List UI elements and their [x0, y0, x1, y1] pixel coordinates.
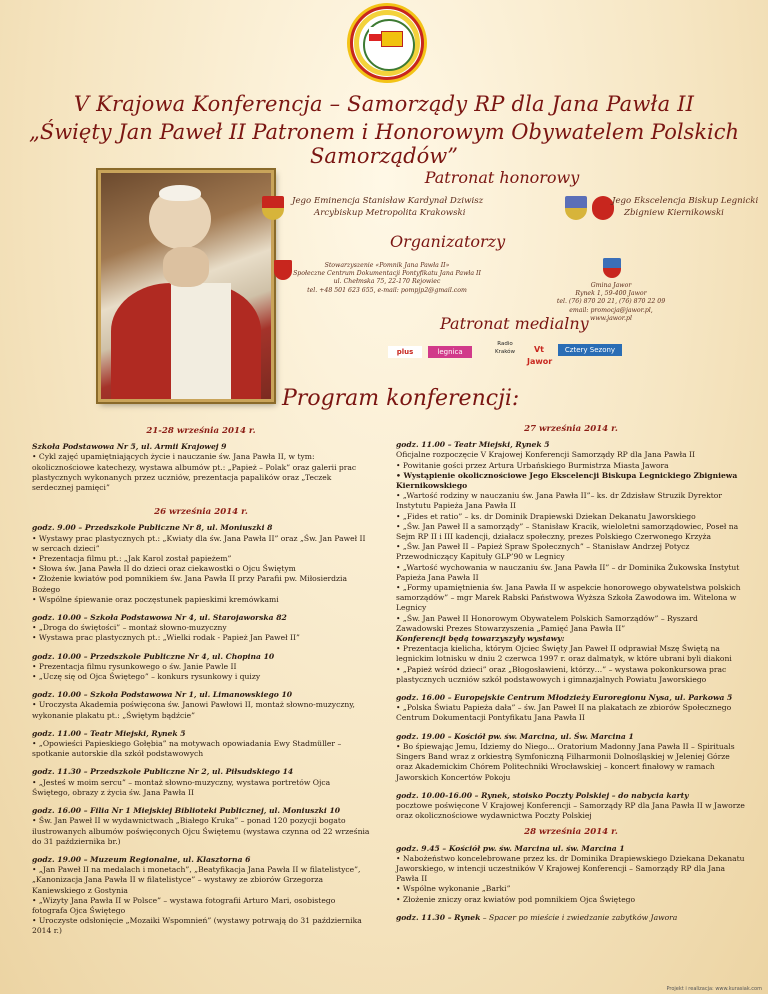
date-21-28: 21-28 września 2014 r.	[146, 426, 256, 436]
event-item: • Uroczysta Akademia poświęcona św. Janowi Pawłowi II, montaż słowno-muzyczny, wykonanie plakatu pt.: „Świętym bądźcie”	[32, 700, 355, 720]
event-heading: godz. 9.45 – Kościół pw. św. Marcina ul. św. Marcina 1	[396, 843, 625, 853]
cardinal-crest-icon	[262, 196, 284, 220]
event-item: • „Polska Światu Papieża dała” – św. Jan Paweł II na plakatach ze zbiorów Społecznego Centrum Dokumentacji Pontyfikatu Jana Pawła II	[396, 703, 732, 723]
event-item: • „Wartość rodziny w nauczaniu św. Jana Pawła II”– ks. dr Zdzisław Struzik Dyrektor Instytutu Papieża Jana Pawła II	[396, 491, 722, 511]
right-column	[396, 424, 746, 923]
title-line-2: „Święty Jan Paweł II Patronem i Honorowym Obywatelem Polskich Samorządów”	[28, 120, 740, 168]
patronat-heading: Patronat honorowy	[424, 168, 580, 187]
event-item: • „Fides et ratio” – ks. dr Dominik Drapiewski Dziekan Dekanatu Jaworskiego	[396, 511, 696, 521]
event-item: • „Jesteś w moim sercu” – montaż słowno-muzyczny, wystawa portretów Ojca Świętego, obrazy z życia św. Jana Pawła II	[32, 777, 331, 797]
event-item: • Wspólne wykonanie „Barki”	[396, 884, 511, 894]
event-item: • Bo śpiewając Jemu, Idziemy do Niego... Oratorium Madonny Jana Pawła II – Spirituals Singers Band wraz z orkiestrą Symfoniczną Filharmonii Dolnośląskiej w Jeleniej Górze oraz Akademickim Chórem Politechniki Wrocławskiej – koncert finałowy w ramach Jaworskich Koncertów Pokoju	[396, 741, 735, 782]
event-item: • „Wizyty Jana Pawła II w Polsce” – wystawa fotografii Arturo Mari, osobistego fotografa Ojca Świętego	[32, 895, 336, 915]
event-heading: Szkoła Podstawowa Nr 5, ul. Armii Krajowej 9	[32, 442, 227, 452]
footer-credit: Projekt i realizacja: www.kurasiak.com	[666, 986, 762, 992]
event-item: • Słowa św. Jana Pawła II do dzieci oraz ciekawostki o Ojcu Świętym	[32, 564, 296, 574]
legnica-crest-icon	[592, 196, 614, 220]
event-item: • Uroczyste odsłonięcie „Mozaiki Wspomnień” (wystawy potrwają do 31 października 2014 r.)	[32, 916, 362, 936]
date-28: 28 września 2014 r.	[524, 827, 618, 838]
event-heading: godz. 19.00 – Kościół pw. św. Marcina, ul. Św. Marcina 1	[396, 731, 634, 741]
event-heading: godz. 9.00 – Przedszkole Publiczne Nr 8, ul. Moniuszki 8	[32, 523, 273, 533]
organizers-heading: Organizatorzy	[390, 232, 506, 251]
date-27: 27 września 2014 r.	[524, 424, 618, 434]
event-heading: godz. 11.30 – Przedszkole Publiczne Nr 2, ul. Piłsudskiego 14	[32, 767, 294, 777]
media-logo-radio: Radio Kraków	[494, 341, 516, 355]
left-column	[32, 426, 370, 937]
event-heading: godz. 10.00 – Szkoła Podstawowa Nr 1, ul. Limanowskiego 10	[32, 690, 293, 700]
jawor-crest-icon	[603, 258, 621, 278]
event-item: • Nabożeństwo koncelebrowane przez ks. dr Dominika Drapiewskiego Dziekana Dekanatu Jaworskiego, w intencji uczestników V Krajowej Konferencji – Samorządy RP dla Jana Pawła II	[396, 853, 745, 884]
event-item: • Wystawa prac plastycznych pt.: „Wielki rodak - Papież Jan Paweł II”	[32, 633, 300, 643]
event-item: • „Uczę się od Ojca Świętego” – konkurs rysunkowy i quizy	[32, 672, 261, 682]
title-line-1: V Krajowa Konferencja – Samorządy RP dla Jana Pawła II	[73, 92, 695, 116]
event-item: • „Św. Jan Paweł II Honorowym Obywatelem Polskich Samorządów” – Ryszard Zawadowski Prezes Stowarzyszenia „Pamięć Jana Pawła II”	[396, 613, 698, 633]
event-item: Konferencji będą towarzyszyły wystawy:	[396, 634, 565, 644]
event-item: • „Św. Jan Paweł II a samorządy” – Stanisław Kracik, wieloletni samorządowiec, Poseł na Sejm RP II i III kadencji, działacz społeczny, prezes Polskiego Czerwonego Krzyża	[396, 521, 739, 542]
event-heading: godz. 10.00 – Przedszkole Publiczne Nr 4, ul. Chopina 10	[32, 651, 275, 661]
event-heading: godz. 10.00 – Szkoła Podstawowa Nr 4, ul. Starojaworska 82	[32, 613, 287, 623]
media-logo-cztery-sezony: Cztery Sezony	[558, 344, 622, 356]
media-logo-plus: plus	[388, 346, 422, 358]
media-logo-legnica: legnica	[428, 346, 472, 358]
event-heading: godz. 16.00 – Europejskie Centrum Młodzieży Euroregionu Nysa, ul. Parkowa 5	[396, 693, 733, 703]
patron-right: Jego Ekscelencja Biskup Legnicki Zbigniew Kiernikowski	[612, 196, 759, 218]
pope-portrait-image	[98, 170, 274, 402]
media-heading: Patronat medialny	[440, 314, 589, 333]
event-item: • „Jan Paweł II na medalach i monetach”, „Beatyfikacja Jana Pawła II w filatelistyce”, „Kanonizacja Jana Pawła II w filatelistyce” – wystawy ze zbiorów Grzegorza Kaniewskiego z Gostynia	[32, 865, 361, 895]
event-heading: godz. 19.00 – Muzeum Regionalne, ul. Klasztorna 6	[32, 854, 251, 864]
event-item: • Prezentacja filmu pt.: „Jak Karol został papieżem”	[32, 554, 232, 564]
program-heading: Program konferencji:	[282, 386, 520, 411]
date-26: 26 września 2014 r.	[154, 507, 248, 518]
event-item: • Złożenie zniczy oraz kwiatów pod pomnikiem Ojca Świętego	[396, 894, 636, 904]
event-item: • „Papież wśród dzieci” oraz „Błogosławieni, którzy…” – wystawa pokonkursowa prac plastycznych uczniów szkół podstawowych i gimnazjalnych Powiatu Jaworskiego	[396, 664, 727, 684]
event-item: • „Św. Jan Paweł II – Papież Spraw Społecznych” – Stanisław Andrzej Potycz Przewodniczący Kapituły GLP’90 w Legnicy	[396, 542, 690, 562]
conference-logo	[350, 6, 424, 80]
event-heading-last: godz. 11.30 – Rynek – Spacer po mieście i zwiedzanie zabytków Jawora	[396, 912, 678, 922]
organizer-right: Gmina Jawor Rynek 1, 59-400 Jawor tel. (76) 870 20 21, (76) 870 22 09 email: promocja@jawor.pl, www.jawor.pl	[556, 282, 666, 322]
event-item: • Złożenie kwiatów pod pomnikiem św. Jana Pawła II przy Parafii pw. Miłosierdzia Bożego	[32, 574, 348, 594]
association-logo-icon	[274, 260, 292, 280]
event-item: • Wystawy prac plastycznych pt.: „Kwiaty dla św. Jana Pawła II” oraz „Św. Jan Paweł II w sercach dzieci”	[32, 533, 366, 553]
event-item: Oficjalne rozpoczęcie V Krajowej Konferencji Samorządy RP dla Jana Pawła II	[396, 450, 696, 460]
organizer-left: Stowarzyszenie «Pomnik Jana Pawła II» Społeczne Centrum Dokumentacji Pontyfikatu Jana Pawła II ul. Chełmska 75, 22-170 Rejowiec tel. +48 501 623 655, e-mail: pompjp2@gmail.com	[293, 262, 481, 294]
event-item: • Św. Jan Paweł II w wydawnictwach „Białego Kruka” – ponad 120 pozycji bogato ilustrowanych albumów poświęconych Ojcu Świętemu (wystawa czynna od 22 września do 31 października br.)	[32, 816, 370, 846]
event-item: • Wystąpienie okolicznościowe Jego Ekscelencji Biskupa Legnickiego Zbigniewa Kiernikowskiego	[396, 470, 738, 491]
event-item: • „Droga do świętości” – montaż słowno-muzyczny	[32, 623, 227, 633]
event-item: • Powitanie gości przez Artura Urbańskiego Burmistrza Miasta Jawora	[396, 460, 669, 470]
event-text: • Cykl zajęć upamiętniających życie i nauczanie św. Jana Pawła II, w tym: okolicznościowe katechezy, wystawa albumów pt.: „Papież – Polak” oraz galerii prac plastycznych wykonanych przez uczniów, prezentacja papalików oraz „Teczek serdecznej pamięci”	[32, 452, 357, 493]
event-heading: godz. 11.00 – Teatr Miejski, Rynek 5	[32, 728, 186, 738]
patron-left: Jego Eminencja Stanisław Kardynał Dziwisz Arcybiskup Metropolita Krakowski	[292, 196, 484, 218]
media-logo-vt: Vt Jawor	[527, 345, 553, 366]
event-item: pocztowe poświęcone V Krajowej Konferencji – Samorządy RP dla Jana Pawła II w Jaworze oraz okolicznościowe wydawnictwa Poczty Polskiej	[396, 800, 745, 821]
event-heading: godz. 16.00 – Filia Nr 1 Miejskiej Biblioteki Publicznej, ul. Moniuszki 10	[32, 806, 341, 816]
event-item: • „Opowieści Papieskiego Gołębia” na motywach opowiadania Ewy Stadmüller – spotkanie autorskie dla szkół podstawowych	[32, 739, 342, 759]
bishop-crest-icon	[565, 196, 587, 220]
event-item: • „Formy upamiętnienia św. Jana Pawła II w aspekcie honorowego obywatelstwa polskich samorządów” – mgr Marek Rabski Państwowa Wyższa Szkoła Zawodowa im. Witelona w Legnicy	[396, 583, 741, 613]
event-heading: godz. 11.00 – Teatr Miejski, Rynek 5	[396, 440, 550, 450]
event-heading: godz. 10.00-16.00 – Rynek, stoisko Poczty Polskiej – do nabycia karty	[396, 790, 689, 800]
event-item: • Prezentacja kielicha, którym Ojciec Święty Jan Paweł II odprawiał Mszę Świętą na legnickim lotnisku w dniu 2 czerwca 1997 r. oraz dalmatyk, w które ubrani byli diakoni	[396, 644, 732, 664]
event-item: • Wspólne śpiewanie oraz poczęstunek papieskimi kremówkami	[32, 594, 279, 604]
event-item: • „Wartość wychowania w nauczaniu św. Jana Pawła II” – dr Dominika Żukowska Instytut Papieża Jana Pawła II	[396, 562, 740, 582]
event-item: • Prezentacja filmu rysunkowego o św. Janie Pawle II	[32, 661, 237, 671]
